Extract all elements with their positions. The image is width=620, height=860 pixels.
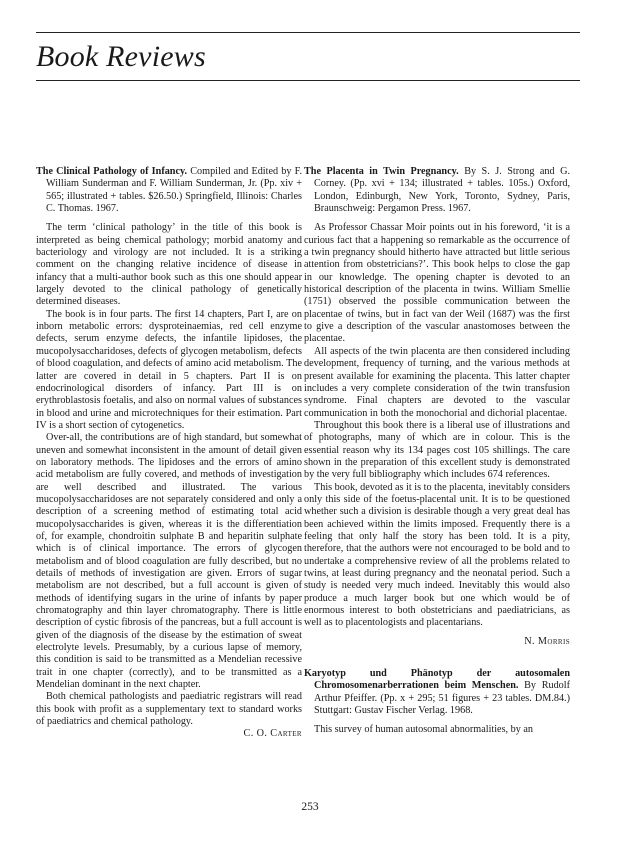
left-column [36,166,302,741]
page-number: 253 [301,801,319,813]
right-column [304,166,570,737]
review-clinical-pathology [36,166,302,741]
review-heading [36,166,302,215]
book-details: By S. J. Strong and G. Corney. (Pp. xvi + 134; illustrated + tables. 105s.) Oxford, London, Edinburgh, New York, Toronto, Sydney, Paris, Braunschweig: Pergamon Press. 1967. [314,166,571,215]
reviewer-signature: C. O. Carter [243,728,302,740]
reviewer-signature: N. Morris [524,635,570,647]
review-placenta-twin-pregnancy [304,166,570,648]
review-paragraph: Over-all, the contributions are of high standard, but somewhat uneven and somewhat inconsistent in the amount of detail given on laboratory methods. The lipidoses and the errors of amino acid metabolism are fully covered, and methods of investigation are well described and illustrated. The various mucopolysaccharidoses are not separately considered and only a description of a screening method of estimating total acid mucopolysaccharides is given, whereas it is the differentiation of, for example, chondroitin sulphate B and heparitin sulphate which is of clinical importance. The errors of glycogen metabolism and of blood coagulation are fully described, but no details of methods of investigation are given. Errors of sugar metabolism are not described, but a full account is given of methods of identifying sugars in the urine of infants by paper chromatography and thin layer chromatography. There is little description of cystic fibrosis of the pancreas, but a full account is given of the diagnosis of the disease by the estimation of sweat electrolyte levels. Presumably, by a curious lapse of memory, this condition is said to be transmitted as a Mendelian recessive trait in one chapter (correctly), and to be transmitted as a Mendelian dominant in the next chapter. [36,432,302,691]
review-heading [304,668,570,717]
review-paragraph: As Professor Chassar Moir points out in his foreword, ‘it is a curious fact that a happening so remarkable as the occurrence of a twin pregnancy should hitherto have attracted but little serious attention from obstetricians?’. This book helps to close the gap in our knowledge. The opening chapter is devoted to an historical description of the placenta in twins. William Smellie (1751) observed the possible communication between the placentae of twins, but in fact van der Weil (1687) was the first to give a description of the vascular anastomoses between the placentae. [304,222,570,345]
book-title: The Clinical Pathology of Infancy. [36,166,188,177]
top-rule [36,32,580,33]
review-paragraph: The term ‘clinical pathology’ in the title of this book is interpreted as being chemical pathology; morbid anatomy and bacteriology and virology are not included. It is a striking comment on the changing relative incidence of disease in infancy that a multi-author book such as this one should appear largely devoted to the clinical pathology of genetically determined diseases. [36,222,302,308]
review-paragraph: This book, devoted as it is to the placenta, inevitably considers only this side of the foetus-placental unit. It is to be questioned whether such a division is desirable though a very great deal has been achieved within the limits imposed. Frequently there is a feeling that only half the story has been told. It is a pity, therefore, that the authors were not encouraged to be bold and to undertake a comprehensive review of all the problems related to twins, at least during pregnancy and the neonatal period. Such a study is needed very much indeed. Inevitably this would also produce a much larger book but one which would be of enormous interest to both obstetricians and paediatricians, as well as to placentologists and placentarians. [304,481,570,629]
title-rule [36,80,580,81]
book-title: The Placenta in Twin Pregnancy. [304,166,459,177]
review-paragraph: All aspects of the twin placenta are then considered including development, frequency of turning, and the various methods at present available for examining the placenta. This latter chapter includes a very complete consideration of the twin transfusion syndrome. Final chapters are devoted to the vascular communication in both the monochorial and dichorial placentae. [304,345,570,419]
review-paragraph: The book is in four parts. The first 14 chapters, Part I, are on inborn metabolic errors: dysproteinaemias, red cell enzyme defects, serum enzyme defects, the infantile lipidoses, the mucopolysaccharidoses, defects of glycogen metabolism, defects of blood coagulation, and defects of amino acid metabolism. The latter are covered in detail in 5 chapters. Part II is on endocrinological disorders of infancy. Part III is on erythroblastosis foetalis, and also on normal values of substances in blood and urine and microtechniques for their estimation. Part IV is a short section of cytogenetics. [36,308,302,431]
review-paragraph: Throughout this book there is a liberal use of illustrations and of photographs, many of which are in colour. This is the essential reason why its 134 pages cost 105 shillings. The care shown in the preparation of this excellent study is demonstrated by the very full bibliography which includes 674 references. [304,419,570,481]
book-details: Compiled and Edited by F. William Sunderman and F. William Sunderman, Jr. (Pp. xiv + 565; illustrated + tables. $26.50.) Springfield, Illinois: Charles C. Thomas. 1967. [46,166,302,215]
book-details: By Rudolf Arthur Pfeiffer. (Pp. x + 295; 51 figures + 23 tables. DM.84.) Stuttgart: Gustav Fischer Verlag. 1968. [314,680,570,717]
review-paragraph: This survey of human autosomal abnormalities, by an [314,724,533,736]
review-heading [304,166,570,215]
review-paragraph: Both chemical pathologists and paediatric registrars will read this book with profit as a supplementary text to standard works of paediatrics and chemical pathology. [36,691,302,728]
book-title: Karyotyp und Phänotyp der autosomalen Chromosomenarberrationen beim Menschen. [304,668,570,692]
page-title: Book Reviews [36,40,206,73]
review-karyotyp [304,668,570,737]
